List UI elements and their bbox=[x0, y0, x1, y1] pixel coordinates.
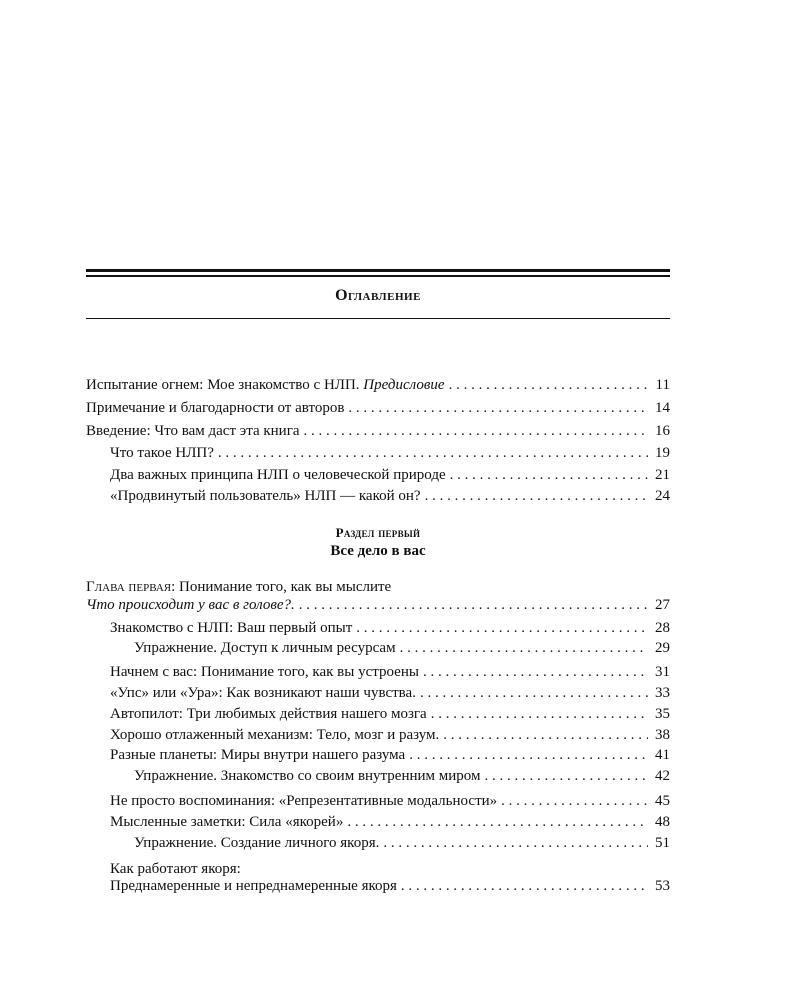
chapter-prefix: Глава первая bbox=[86, 579, 172, 595]
toc-entry bbox=[110, 618, 670, 638]
toc-entry-label: Разные планеты: Миры внутри нашего разума bbox=[110, 747, 406, 763]
title-underline-rule bbox=[86, 318, 670, 319]
toc-title: Оглавление bbox=[335, 287, 421, 304]
toc-entry bbox=[110, 812, 670, 832]
leader-dots bbox=[420, 683, 648, 703]
section-name: Все дело в вас bbox=[330, 543, 426, 559]
leader-dots bbox=[425, 486, 648, 506]
toc-entry-page: 27 bbox=[655, 597, 670, 613]
toc-entry-label: Начнем с вас: Понимание того, как вы устроены bbox=[110, 664, 419, 680]
toc-entry-page: 42 bbox=[655, 768, 670, 784]
toc-entry-label: Мысленные заметки: Сила «якорей» bbox=[110, 814, 344, 830]
toc-entry-label: Автопилот: Три любимых действия нашего мозга bbox=[110, 706, 427, 722]
anchors-heading: Как работают якоря: bbox=[110, 861, 241, 877]
chapter-title: : Понимание того, как вы мыслите bbox=[171, 579, 392, 595]
toc-entry-page: 45 bbox=[655, 793, 670, 809]
toc-entry bbox=[86, 398, 670, 418]
toc-entry-page: 31 bbox=[655, 664, 670, 680]
toc-entry bbox=[110, 876, 670, 896]
leader-dots bbox=[431, 704, 648, 724]
toc-entry-label: «Упс» или «Ура»: Как возникают наши чувства. bbox=[110, 685, 416, 701]
toc-entry bbox=[134, 766, 670, 786]
toc-entry-page: 11 bbox=[655, 377, 670, 393]
toc-entry-page: 29 bbox=[655, 640, 670, 656]
toc-entry-page: 35 bbox=[655, 706, 670, 722]
toc-entry bbox=[110, 443, 670, 463]
toc-entry-label: Хорошо отлаженный механизм: Тело, мозг и разум. bbox=[110, 727, 440, 743]
leader-dots bbox=[400, 638, 648, 658]
section-number-label: Раздел первый bbox=[335, 525, 421, 540]
leader-dots bbox=[218, 443, 648, 463]
leader-dots bbox=[299, 595, 648, 615]
toc-entry-page: 48 bbox=[655, 814, 670, 830]
leader-dots bbox=[450, 465, 648, 485]
toc-entry-label: «Продвинутый пользователь» НЛП — какой он? bbox=[110, 488, 421, 504]
toc-entry-label: Примечание и благодарности от авторов bbox=[86, 400, 345, 416]
toc-entry bbox=[86, 595, 670, 615]
toc-entry bbox=[110, 725, 670, 745]
toc-entry-label: Что происходит у вас в голове?. bbox=[86, 597, 295, 613]
leader-dots bbox=[501, 791, 648, 811]
toc-entry-page: 53 bbox=[655, 878, 670, 894]
toc-entry-page: 33 bbox=[655, 685, 670, 701]
toc-entry bbox=[110, 486, 670, 506]
toc-entry-label: Что такое НЛП? bbox=[110, 445, 214, 461]
toc-entry-label: Испытание огнем: Мое знакомство с НЛП. Предисловие bbox=[86, 377, 445, 393]
toc-entry bbox=[110, 791, 670, 811]
toc-entry-label: Два важных принципа НЛП о человеческой природе bbox=[110, 467, 446, 483]
leader-dots bbox=[347, 812, 648, 832]
toc-entry bbox=[134, 833, 670, 853]
leader-dots bbox=[401, 876, 648, 896]
leader-dots bbox=[383, 833, 648, 853]
toc-entry-page: 28 bbox=[655, 620, 670, 636]
toc-entry-label: Упражнение. Знакомство со своим внутренним миром bbox=[134, 768, 481, 784]
leader-dots bbox=[449, 375, 648, 395]
toc-entry-label: Преднамеренные и непреднамеренные якоря bbox=[110, 878, 397, 894]
toc-entry bbox=[110, 465, 670, 485]
top-double-rule bbox=[86, 269, 670, 272]
chapter-heading bbox=[86, 577, 391, 597]
leader-dots bbox=[485, 766, 649, 786]
toc-entry bbox=[86, 375, 670, 395]
toc-entry-label: Упражнение. Доступ к личным ресурсам bbox=[134, 640, 396, 656]
toc-entry-page: 51 bbox=[655, 835, 670, 851]
toc-entry-page: 24 bbox=[655, 488, 670, 504]
toc-entry-page: 16 bbox=[655, 423, 670, 439]
toc-entry bbox=[134, 638, 670, 658]
toc-entry-label: Упражнение. Создание личного якоря. bbox=[134, 835, 380, 851]
toc-entry bbox=[110, 683, 670, 703]
leader-dots bbox=[348, 398, 648, 418]
leader-dots bbox=[409, 745, 648, 765]
toc-entry-page: 38 bbox=[655, 727, 670, 743]
leader-dots bbox=[443, 725, 648, 745]
toc-entry-page: 14 bbox=[655, 400, 670, 416]
toc-entry bbox=[86, 421, 670, 441]
toc-entry bbox=[110, 745, 670, 765]
toc-entry-page: 21 bbox=[655, 467, 670, 483]
leader-dots bbox=[304, 421, 648, 441]
toc-entry-label: Введение: Что вам даст эта книга bbox=[86, 423, 300, 439]
toc-entry-label: Знакомство с НЛП: Ваш первый опыт bbox=[110, 620, 353, 636]
top-double-rule-second bbox=[86, 275, 670, 277]
toc-entry-page: 19 bbox=[655, 445, 670, 461]
toc-entry bbox=[110, 662, 670, 682]
toc-entry-label: Не просто воспоминания: «Репрезентативные модальности» bbox=[110, 793, 498, 809]
toc-entry-page: 41 bbox=[655, 747, 670, 763]
leader-dots bbox=[423, 662, 648, 682]
toc-entry bbox=[110, 704, 670, 724]
leader-dots bbox=[356, 618, 648, 638]
